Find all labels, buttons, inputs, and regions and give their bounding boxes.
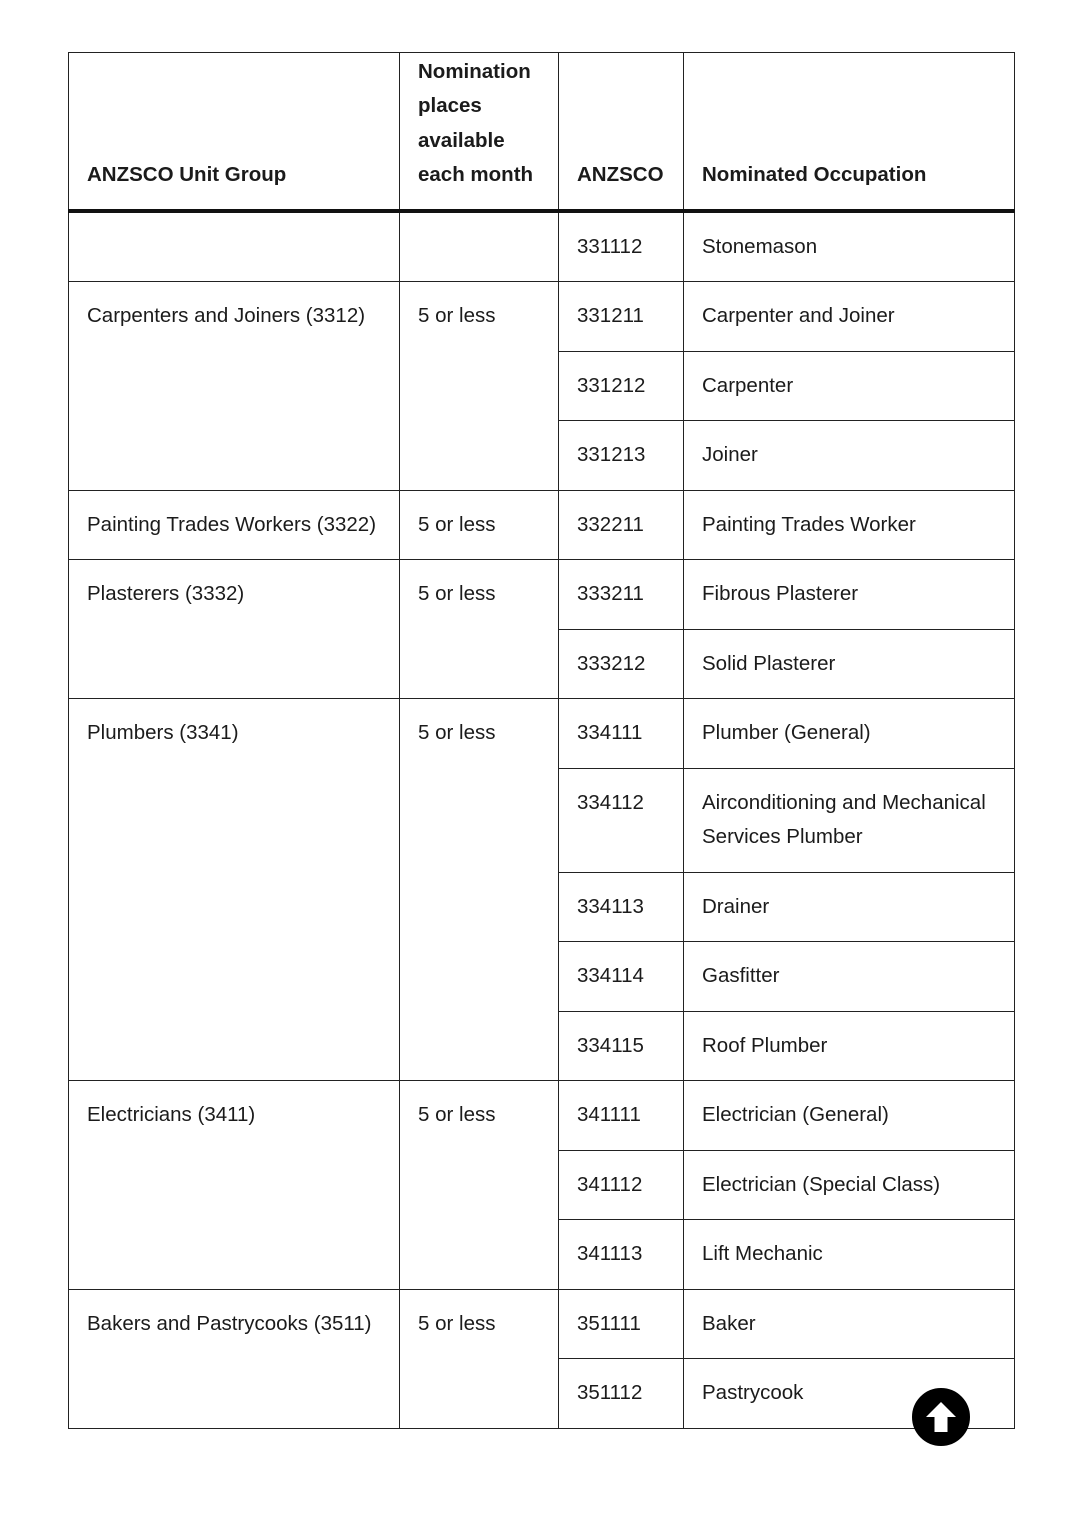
arrow-up-icon <box>921 1397 961 1437</box>
occupation-name-cell: Fibrous Plasterer <box>684 560 1015 630</box>
anzsco-code-cell: 334115 <box>559 1011 684 1081</box>
unit-group-cell: Electricians (3411) <box>69 1081 400 1290</box>
places-cell: 5 or less <box>400 490 559 560</box>
unit-group-cell: Carpenters and Joiners (3312) <box>69 282 400 491</box>
occupation-name-cell: Airconditioning and Mechanical Services Plumber <box>684 768 1015 872</box>
occupation-name-cell: Stonemason <box>684 211 1015 282</box>
occupation-name-cell: Roof Plumber <box>684 1011 1015 1081</box>
places-cell: 5 or less <box>400 1289 559 1428</box>
unit-group-cell: Plumbers (3341) <box>69 699 400 1081</box>
table-row <box>69 1081 1015 1151</box>
places-cell: 5 or less <box>400 282 559 491</box>
occupation-name-cell: Gasfitter <box>684 942 1015 1012</box>
anzsco-code-cell: 341113 <box>559 1220 684 1290</box>
anzsco-code-cell: 331213 <box>559 421 684 491</box>
table-row <box>69 699 1015 769</box>
places-cell: 5 or less <box>400 560 559 699</box>
anzsco-code-cell: 333212 <box>559 629 684 699</box>
places-cell <box>400 211 559 282</box>
header-occupation: Nominated Occupation <box>684 53 1015 211</box>
occupation-name-cell: Electrician (Special Class) <box>684 1150 1015 1220</box>
anzsco-code-cell: 341112 <box>559 1150 684 1220</box>
anzsco-code-cell: 334113 <box>559 872 684 942</box>
occupation-name-cell: Lift Mechanic <box>684 1220 1015 1290</box>
occupation-name-cell: Joiner <box>684 421 1015 491</box>
occupation-name-cell: Drainer <box>684 872 1015 942</box>
occupation-name-cell: Carpenter and Joiner <box>684 282 1015 352</box>
occupation-name-cell: Carpenter <box>684 351 1015 421</box>
anzsco-code-cell: 351112 <box>559 1359 684 1429</box>
occupation-name-cell: Electrician (General) <box>684 1081 1015 1151</box>
occupation-name-cell: Painting Trades Worker <box>684 490 1015 560</box>
occupation-name-cell: Pastrycook <box>684 1359 1015 1429</box>
table-row <box>69 282 1015 352</box>
anzsco-code-cell: 333211 <box>559 560 684 630</box>
anzsco-code-cell: 331212 <box>559 351 684 421</box>
header-anzsco: ANZSCO <box>559 53 684 211</box>
occupation-table <box>68 52 1015 1429</box>
anzsco-code-cell: 334111 <box>559 699 684 769</box>
header-unit-group: ANZSCO Unit Group <box>69 53 400 211</box>
table-row <box>69 211 1015 282</box>
anzsco-code-cell: 334112 <box>559 768 684 872</box>
table-row <box>69 1289 1015 1359</box>
occupation-name-cell: Plumber (General) <box>684 699 1015 769</box>
anzsco-code-cell: 331112 <box>559 211 684 282</box>
anzsco-code-cell: 351111 <box>559 1289 684 1359</box>
places-cell: 5 or less <box>400 699 559 1081</box>
unit-group-cell: Bakers and Pastrycooks (3511) <box>69 1289 400 1428</box>
places-cell: 5 or less <box>400 1081 559 1290</box>
anzsco-code-cell: 332211 <box>559 490 684 560</box>
anzsco-code-cell: 334114 <box>559 942 684 1012</box>
occupation-name-cell: Baker <box>684 1289 1015 1359</box>
table-header-row <box>69 53 1015 211</box>
occupation-name-cell: Solid Plasterer <box>684 629 1015 699</box>
table-row <box>69 560 1015 630</box>
anzsco-code-cell: 331211 <box>559 282 684 352</box>
unit-group-cell <box>69 211 400 282</box>
header-places: Nomination places available each month <box>400 53 559 211</box>
scroll-to-top-button[interactable] <box>912 1388 970 1446</box>
unit-group-cell: Painting Trades Workers (3322) <box>69 490 400 560</box>
table-row <box>69 490 1015 560</box>
anzsco-code-cell: 341111 <box>559 1081 684 1151</box>
unit-group-cell: Plasterers (3332) <box>69 560 400 699</box>
